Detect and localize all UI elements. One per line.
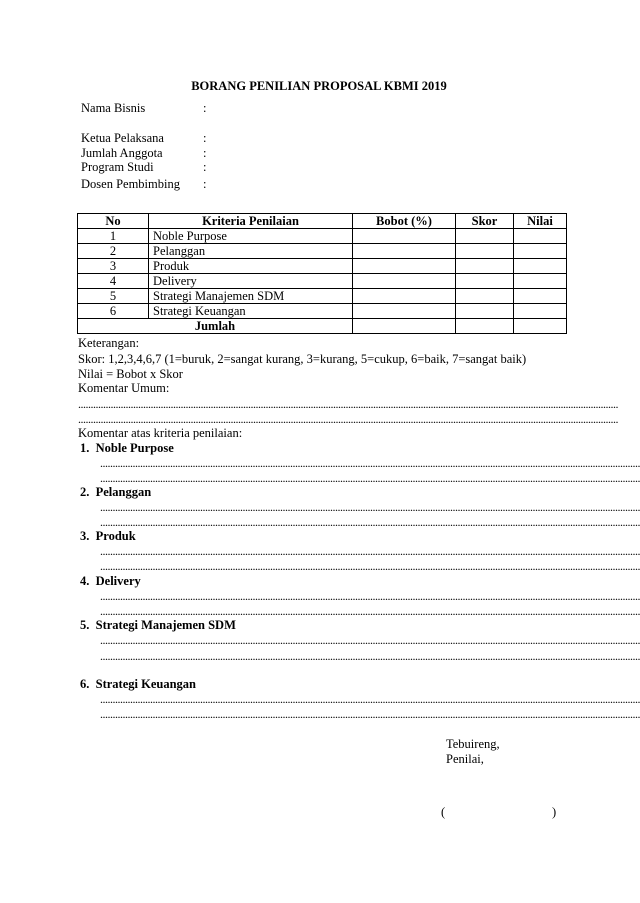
section-label: Produk [95,529,136,543]
section-label: Strategi Manajemen SDM [95,618,236,632]
nilai-cell[interactable] [514,259,567,274]
comment-line[interactable]: ........................................................................................................................................................................................................................ [100,559,640,573]
col-header-no: No [78,214,149,229]
info-label-program-studi: Program Studi [81,160,154,174]
table-total-row [78,319,567,334]
comment-line[interactable]: ........................................................................................................................................................................................................................ [100,692,640,706]
signature-place: Tebuireng, [446,737,500,751]
signature-role: Penilai, [446,752,484,766]
section-title-pelanggan [80,485,151,500]
bobot-cell[interactable] [353,304,456,319]
signature-close-paren: ) [552,805,557,819]
table-row [78,259,567,274]
skor-note: Skor: 1,2,3,4,6,7 (1=buruk, 2=sangat kurang, 3=kurang, 5=cukup, 6=baik, 7=sangat baik) [78,352,527,366]
skor-cell[interactable] [456,229,514,244]
komentar-umum-line[interactable]: ........................................................................................................................................................................................................................ [78,397,618,411]
table-header-row [78,214,567,229]
comment-line[interactable]: ........................................................................................................................................................................................................................ [100,471,640,485]
comment-line[interactable]: ........................................................................................................................................................................................................................ [100,649,640,663]
criteria-table [77,213,567,334]
row-no: 2 [78,244,149,259]
info-label-jumlah-anggota: Jumlah Anggota [81,146,163,160]
section-label: Pelanggan [95,485,152,499]
row-kriteria: Produk [149,259,353,274]
bobot-cell[interactable] [353,229,456,244]
bobot-cell[interactable] [353,259,456,274]
section-title-delivery [80,574,141,589]
info-label-dosen: Dosen Pembimbing [81,177,180,191]
section-number: 6. [80,677,90,691]
section-number: 2. [80,485,90,499]
nilai-cell[interactable] [514,274,567,289]
comment-line[interactable]: ........................................................................................................................................................................................................................ [100,456,640,470]
skor-cell[interactable] [456,274,514,289]
row-no: 6 [78,304,149,319]
section-title-keuangan [80,677,196,692]
section-label: Strategi Keuangan [95,677,196,691]
row-no: 1 [78,229,149,244]
signature-open-paren: ( [441,805,446,819]
section-title-produk [80,529,136,544]
section-number: 3. [80,529,90,543]
comment-line[interactable]: ........................................................................................................................................................................................................................ [100,604,640,618]
table-row [78,304,567,319]
comment-line[interactable]: ........................................................................................................................................................................................................................ [100,633,640,647]
nilai-cell[interactable] [514,229,567,244]
comment-line[interactable]: ........................................................................................................................................................................................................................ [100,707,640,721]
keterangan-label: Keterangan: [78,336,140,350]
row-kriteria: Noble Purpose [149,229,353,244]
row-no: 4 [78,274,149,289]
table-row [78,244,567,259]
table-row [78,274,567,289]
table-row [78,289,567,304]
skor-cell[interactable] [456,244,514,259]
info-colon: : [203,160,207,174]
nilai-total-cell[interactable] [514,319,567,334]
info-label-ketua: Ketua Pelaksana [81,131,164,145]
info-label-nama-bisnis: Nama Bisnis [81,101,146,115]
row-kriteria: Strategi Manajemen SDM [149,289,353,304]
comment-line[interactable]: ........................................................................................................................................................................................................................ [100,544,640,558]
info-colon: : [203,177,207,191]
row-kriteria: Pelanggan [149,244,353,259]
bobot-cell[interactable] [353,274,456,289]
skor-total-cell[interactable] [456,319,514,334]
col-header-nilai: Nilai [514,214,567,229]
nilai-cell[interactable] [514,244,567,259]
komentar-kriteria-label: Komentar atas kriteria penilaian: [78,426,243,440]
page-title: BORANG PENILIAN PROPOSAL KBMI 2019 [191,79,447,93]
nilai-cell[interactable] [514,304,567,319]
komentar-umum-label: Komentar Umum: [78,381,170,395]
table-row [78,229,567,244]
section-number: 4. [80,574,90,588]
skor-cell[interactable] [456,289,514,304]
row-kriteria: Strategi Keuangan [149,304,353,319]
col-header-bobot: Bobot (%) [353,214,456,229]
info-colon: : [203,131,207,145]
skor-cell[interactable] [456,259,514,274]
row-kriteria: Delivery [149,274,353,289]
skor-cell[interactable] [456,304,514,319]
section-title-noble-purpose [80,441,174,456]
section-label: Delivery [95,574,141,588]
col-header-skor: Skor [456,214,514,229]
nilai-note: Nilai = Bobot x Skor [78,367,183,381]
comment-line[interactable]: ........................................................................................................................................................................................................................ [100,589,640,603]
bobot-total-cell[interactable] [353,319,456,334]
info-colon: : [203,146,207,160]
nilai-cell[interactable] [514,289,567,304]
section-title-manajemen-sdm [80,618,236,633]
bobot-cell[interactable] [353,289,456,304]
comment-line[interactable]: ........................................................................................................................................................................................................................ [100,515,640,529]
info-colon: : [203,101,207,115]
total-label: Jumlah [78,319,353,334]
row-no: 3 [78,259,149,274]
komentar-umum-line[interactable]: ........................................................................................................................................................................................................................ [78,412,618,426]
col-header-kriteria: Kriteria Penilaian [149,214,353,229]
row-no: 5 [78,289,149,304]
section-number: 5. [80,618,90,632]
comment-line[interactable]: ........................................................................................................................................................................................................................ [100,500,640,514]
section-number: 1. [80,441,90,455]
bobot-cell[interactable] [353,244,456,259]
section-label: Noble Purpose [95,441,174,455]
